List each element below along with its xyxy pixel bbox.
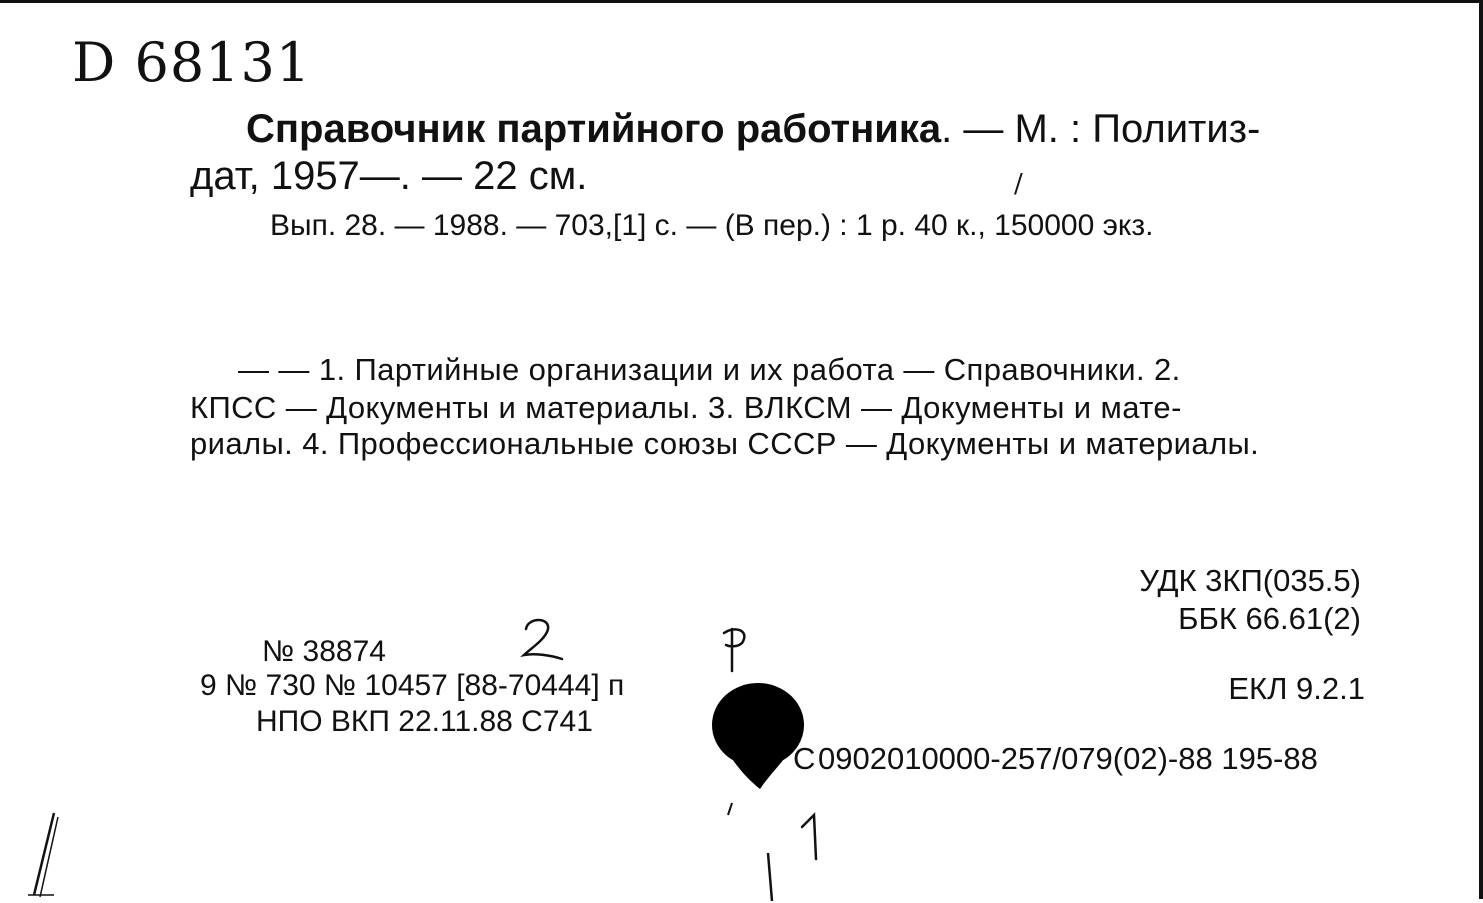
card-number: № 38874 [262, 635, 386, 668]
subjects-line-2: КПСС — Документы и материалы. 3. ВЛКСМ — Документы и мате- [190, 390, 1182, 425]
subjects-line-3: риалы. 4. Профессиональные союзы СССР — Документы и материалы. [190, 426, 1260, 461]
handwritten-mark-2 [520, 615, 568, 665]
scratch-line [726, 793, 786, 903]
title-bold: Справочник партийного работника [246, 107, 942, 151]
title-line-2: дат, 1957—. — 22 см. [190, 154, 588, 198]
subjects-line-1: — — 1. Партийные организации и их работа — Справочники. 2. [238, 352, 1181, 387]
handwritten-mark-1 [796, 811, 832, 863]
udk-code: УДК 3КП(035.5) [1139, 563, 1361, 598]
npo-line: НПО ВКП 22.11.88 С741 [256, 705, 593, 738]
margin-scratch [24, 809, 68, 899]
publisher-code: 0902010000-257/079(02)-88 195-88 [818, 741, 1318, 776]
shelfmark: D 68131 [72, 31, 312, 94]
code-prefix: С [793, 741, 816, 776]
print-line: 9 № 730 № 10457 [88-70444] п [200, 669, 625, 702]
bbk-code: ББК 66.61(2) [1178, 601, 1361, 636]
slash-mark: / [1014, 169, 1023, 199]
title-line-1 [246, 107, 1260, 152]
ekl-code: ЕКЛ 9.2.1 [1228, 671, 1365, 706]
title-rest: . — М. : Политиз- [941, 107, 1261, 151]
ink-blot [710, 681, 806, 793]
issue-line: Вып. 28. — 1988. — 703,[1] с. — (В пер.) : 1 р. 40 к., 150000 экз. [270, 209, 1154, 242]
handwritten-mark-p [716, 625, 756, 675]
